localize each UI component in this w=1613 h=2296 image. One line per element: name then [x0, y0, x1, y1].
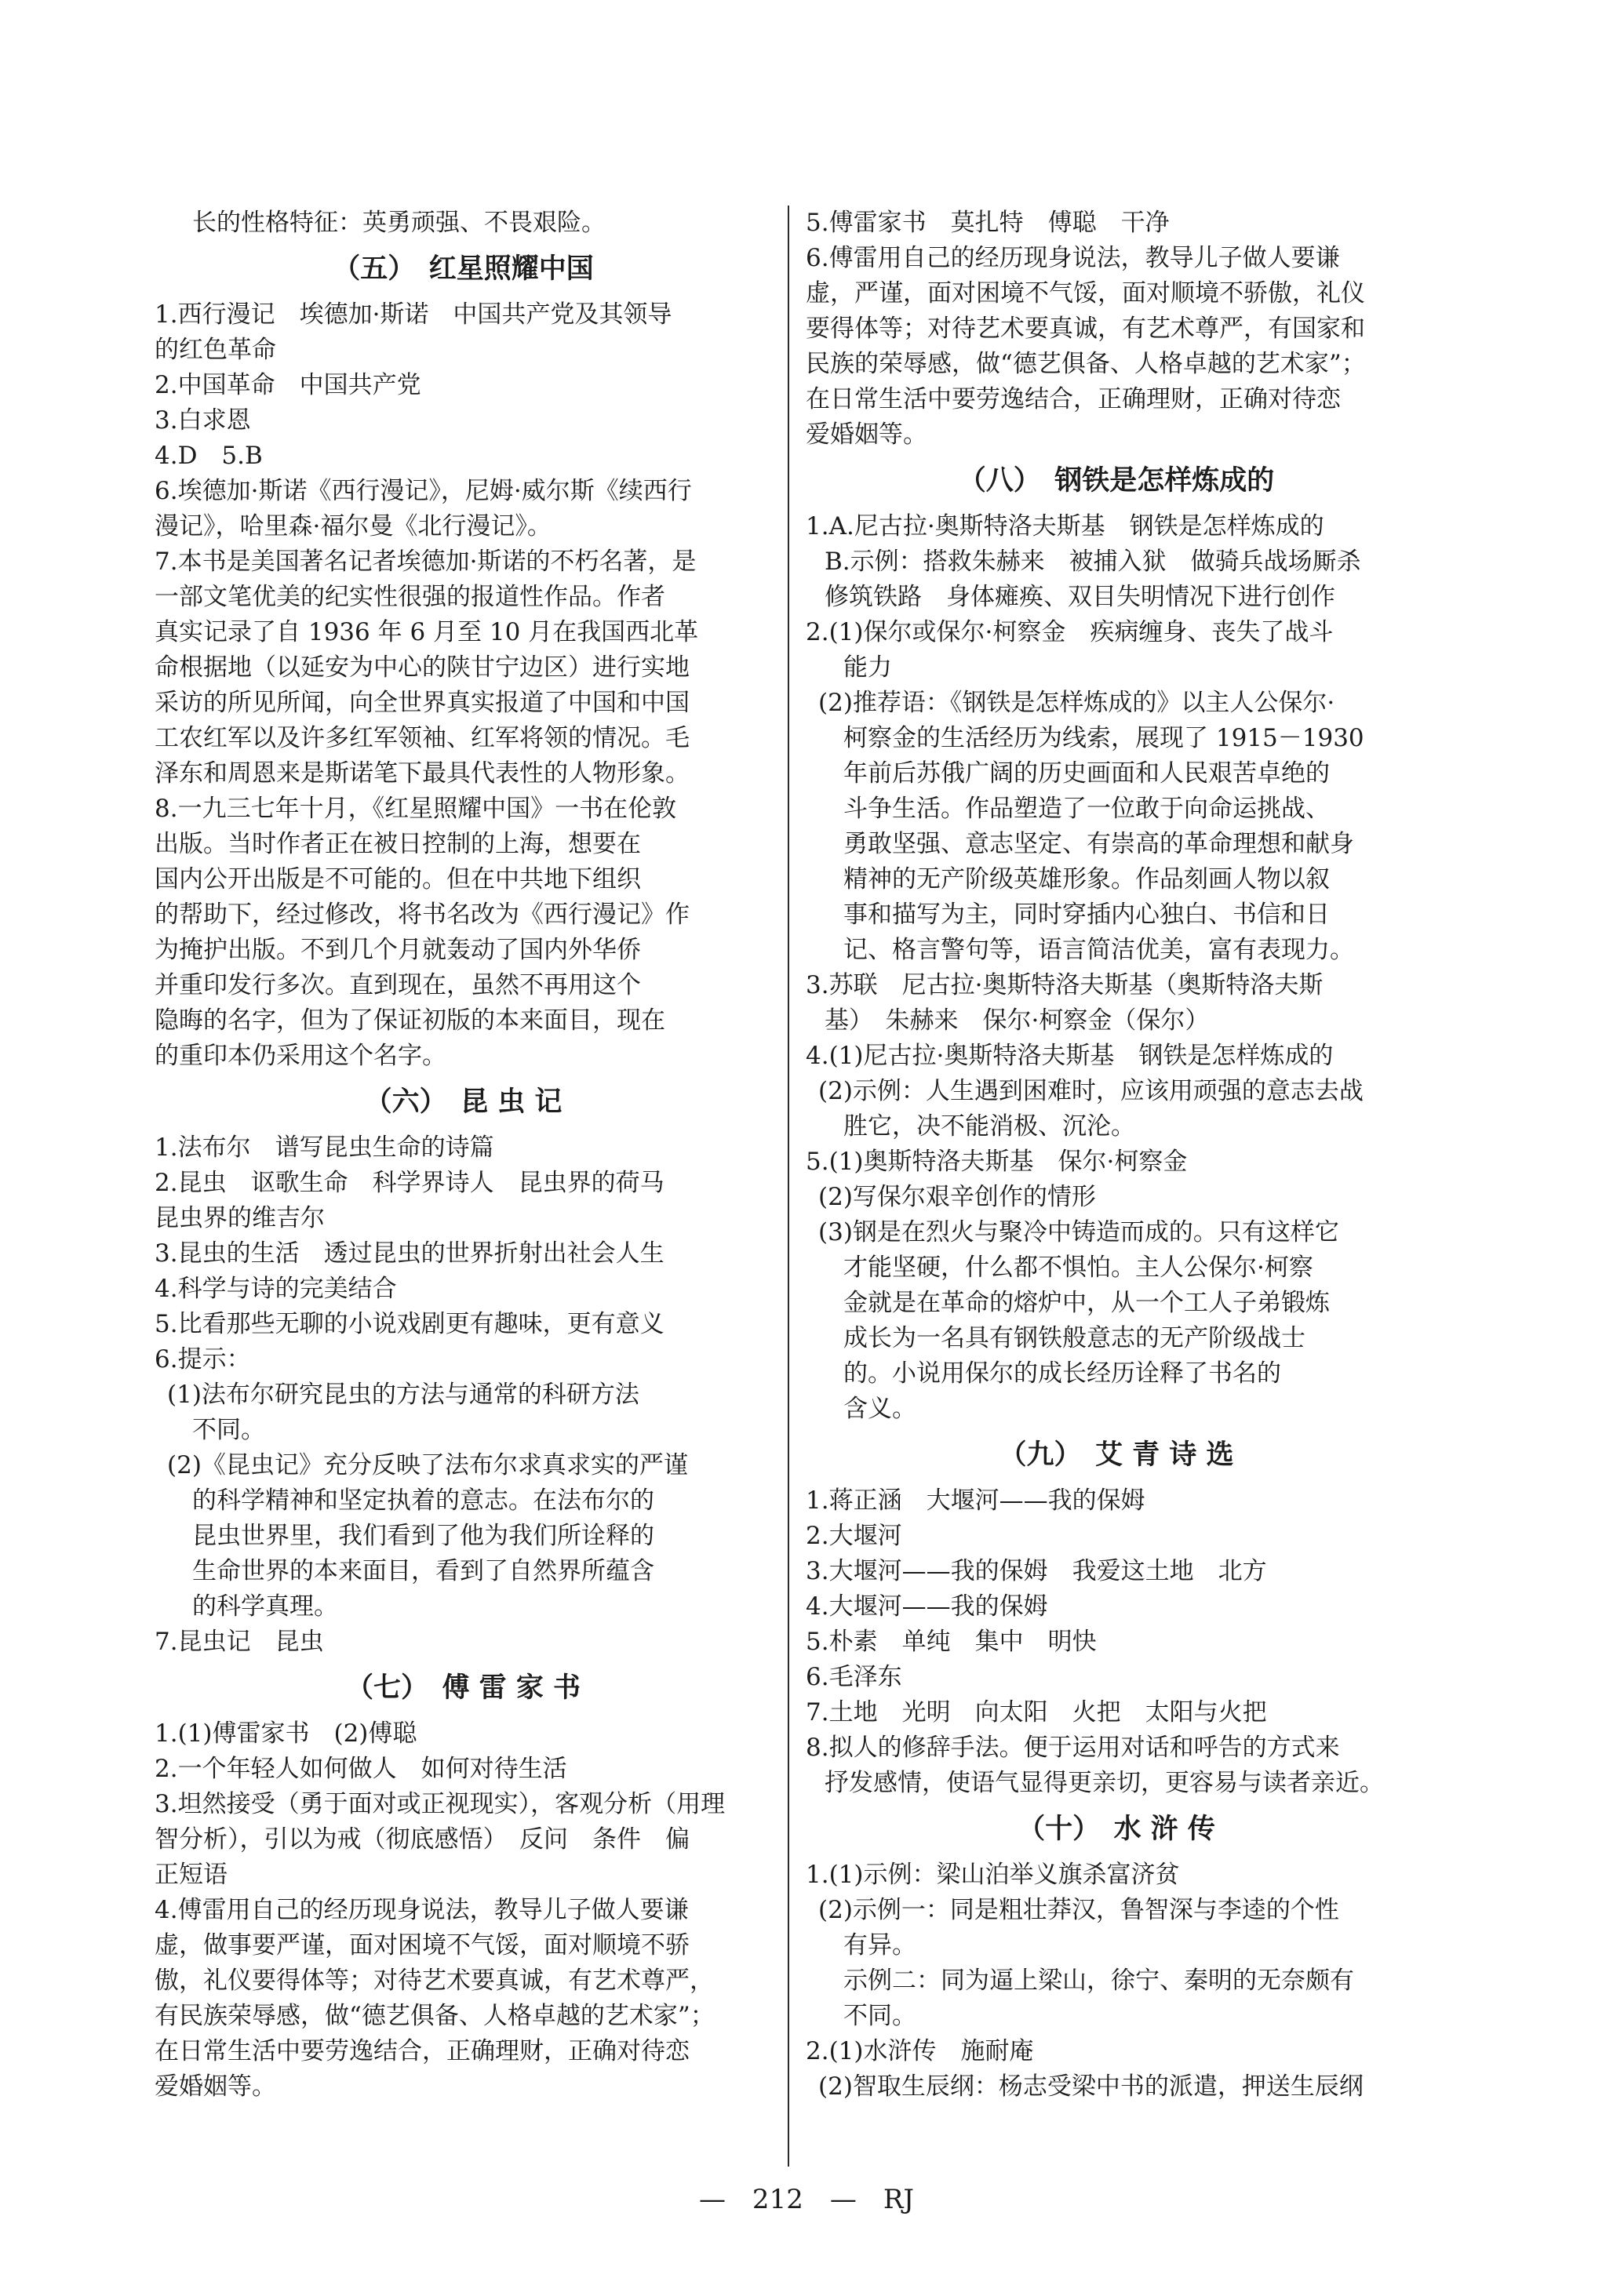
answer-line: (2)写保尔艰辛创作的情形	[818, 1183, 1096, 1211]
left-column	[155, 206, 772, 2105]
section-heading: （六） 昆 虫 记	[364, 1086, 563, 1118]
answer-line: 4.D 5.B	[155, 442, 263, 470]
answer-line: 1.A.尼古拉·奥斯特洛夫斯基 钢铁是怎样炼成的	[806, 512, 1324, 540]
answer-line: 爱婚姻等。	[806, 420, 927, 449]
answer-line: 国内公开出版是不可能的。但在中共地下组织	[155, 865, 641, 893]
answer-line: 1.蒋正涵 大堰河——我的保姆	[806, 1486, 1145, 1515]
answer-line: 并重印发行多次。直到现在，虽然不再用这个	[155, 971, 641, 999]
answer-line: 6.埃德加·斯诺《西行漫记》，尼姆·威尔斯《续西行	[155, 477, 692, 505]
answer-line: (2)《昆虫记》充分反映了法布尔求真求实的严谨	[167, 1451, 688, 1479]
answer-line: 不同。	[843, 2002, 916, 2030]
answer-line: 能力	[843, 653, 892, 682]
answer-line: 泽东和周恩来是斯诺笔下最具代表性的人物形象。	[155, 759, 690, 788]
answer-line: 7.昆虫记 昆虫	[155, 1628, 324, 1656]
answer-line: 爱婚姻等。	[155, 2072, 276, 2101]
section-heading: （十） 水 浒 传	[1018, 1814, 1215, 1845]
answer-line: 抒发感情，使语气显得更亲切，更容易与读者亲近。	[825, 1769, 1384, 1797]
answer-line: (1)法布尔研究昆虫的方法与通常的科研方法	[167, 1381, 639, 1409]
answer-line: 4.傅雷用自己的经历现身说法，教导儿子做人要谦	[155, 1896, 689, 1924]
answer-line: 虚，做事要严谨，面对困境不气馁，面对顺境不骄	[155, 1931, 690, 1959]
answer-line: 8.拟人的修辞手法。便于运用对话和呼告的方式来	[806, 1734, 1340, 1762]
answer-line: 的重印本仍采用这个名字。	[155, 1042, 446, 1070]
answer-line: 长的性格特征：英勇顽强、不畏艰险。	[192, 209, 606, 237]
column-divider	[788, 206, 789, 2167]
answer-line: 5.朴素 单纯 集中 明快	[806, 1628, 1097, 1656]
answer-line: 含义。	[843, 1395, 916, 1423]
answer-line: 虚，严谨，面对困境不气馁，面对顺境不骄傲，礼仪	[806, 279, 1365, 307]
answer-line: 出版。当时作者正在被日控制的上海，想要在	[155, 830, 641, 858]
answer-line: 智分析），引以为戒（彻底感悟） 反问 条件 偏	[155, 1825, 690, 1854]
answer-line: 柯察金的生活经历为线索，展现了 1915－1930	[843, 724, 1364, 752]
answer-line: 胜它，决不能消极、沉沦。	[843, 1112, 1135, 1141]
answer-line: 精神的无产阶级英雄形象。作品刻画人物以叙	[843, 865, 1330, 893]
answer-line: 1.(1)示例：梁山泊举义旗杀富济贫	[806, 1861, 1180, 1889]
answer-line: 一部文笔优美的纪实性很强的报道性作品。作者	[155, 583, 665, 611]
answer-line: 年前后苏俄广阔的历史画面和人民艰苦卓绝的	[843, 759, 1330, 788]
answer-line: 正短语	[155, 1861, 228, 1889]
answer-line: 的科学精神和坚定执着的意志。在法布尔的	[192, 1486, 654, 1515]
answer-line: 的。小说用保尔的成长经历诠释了书名的	[843, 1359, 1281, 1388]
answer-line: 7.土地 光明 向太阳 火把 太阳与火把	[806, 1698, 1267, 1727]
answer-line: 2.中国革命 中国共产党	[155, 371, 421, 399]
answer-line: 修筑铁路 身体瘫痪、双目失明情况下进行创作	[825, 583, 1335, 611]
page-footer: — 212 — RJ	[698, 2184, 915, 2215]
answer-line: 的红色革命	[155, 336, 276, 364]
answer-line: 采访的所见所闻，向全世界真实报道了中国和中国	[155, 689, 690, 717]
answer-line: 勇敢坚强、意志坚定、有崇高的革命理想和献身	[843, 830, 1354, 858]
answer-line: 在日常生活中要劳逸结合，正确理财，正确对待恋	[806, 385, 1341, 413]
answer-line: 6.傅雷用自己的经历现身说法，教导儿子做人要谦	[806, 244, 1340, 272]
answer-line: 金就是在革命的熔炉中，从一个工人子弟锻炼	[843, 1289, 1330, 1317]
answer-line: 4.大堰河——我的保姆	[806, 1592, 1048, 1621]
answer-line: 4.科学与诗的完美结合	[155, 1275, 397, 1303]
answer-line: 2.大堰河	[806, 1522, 902, 1550]
answer-line: (2)示例一：同是粗壮莽汉，鲁智深与李逵的个性	[818, 1896, 1339, 1924]
answer-line: 示例二：同为逼上梁山，徐宁、秦明的无奈颇有	[843, 1967, 1354, 1995]
answer-line: (3)钢是在烈火与聚冷中铸造而成的。只有这样它	[818, 1218, 1339, 1246]
answer-line: 命根据地（以延安为中心的陕甘宁边区）进行实地	[155, 653, 690, 682]
answer-line: 6.提示：	[155, 1345, 251, 1374]
answer-line: 不同。	[192, 1416, 265, 1444]
section-heading: （七） 傅 雷 家 书	[345, 1672, 581, 1704]
answer-line: (2)智取生辰纲：杨志受梁中书的派遣，押送生辰纲	[818, 2072, 1364, 2101]
answer-line: 5.比看那些无聊的小说戏剧更有趣味，更有意义	[155, 1310, 664, 1338]
right-column	[806, 206, 1427, 2105]
answer-line: 基） 朱赫来 保尔·柯察金（保尔）	[825, 1006, 1210, 1035]
answer-line: 生命世界的本来面目，看到了自然界所蕴含	[192, 1557, 654, 1585]
answer-line: 1.法布尔 谱写昆虫生命的诗篇	[155, 1133, 494, 1162]
answer-line: 要得体等；对待艺术要真诚，有艺术尊严，有国家和	[806, 315, 1365, 343]
answer-line: 的帮助下，经过修改，将书名改为《西行漫记》作	[155, 901, 690, 929]
answer-line: 的科学真理。	[192, 1592, 338, 1621]
answer-line: 记、格言警句等，语言简洁优美，富有表现力。	[843, 936, 1354, 964]
answer-line: 民族的荣辱感，做“德艺俱备、人格卓越的艺术家”；	[806, 350, 1366, 378]
answer-line: 隐晦的名字，但为了保证初版的本来面目，现在	[155, 1006, 665, 1035]
answer-line: 7.本书是美国著名记者埃德加·斯诺的不朽名著，是	[155, 548, 697, 576]
answer-line: 4.(1)尼古拉·奥斯特洛夫斯基 钢铁是怎样炼成的	[806, 1042, 1334, 1070]
answer-line: 才能坚硬，什么都不惧怕。主人公保尔·柯察	[843, 1254, 1313, 1282]
answer-line: 真实记录了自 1936 年 6 月至 10 月在我国西北革	[155, 618, 699, 646]
answer-line: 斗争生活。作品塑造了一位敢于向命运挑战、	[843, 795, 1330, 823]
answer-line: 为掩护出版。不到几个月就轰动了国内外华侨	[155, 936, 641, 964]
answer-line: 5.(1)奥斯特洛夫斯基 保尔·柯察金	[806, 1148, 1188, 1176]
answer-line: 有民族荣辱感，做“德艺俱备、人格卓越的艺术家”；	[155, 2002, 715, 2030]
answer-line: 2.昆虫 讴歌生命 科学界诗人 昆虫界的荷马	[155, 1169, 664, 1197]
answer-line: 3.白求恩	[155, 406, 251, 435]
answer-line: (2)推荐语：《钢铁是怎样炼成的》以主人公保尔·	[818, 689, 1335, 717]
answer-line: (2)示例：人生遇到困难时，应该用顽强的意志去战	[818, 1077, 1364, 1105]
answer-line: 6.毛泽东	[806, 1663, 902, 1691]
answer-line: 昆虫世界里，我们看到了他为我们所诠释的	[192, 1522, 654, 1550]
answer-line: 3.坦然接受（勇于面对或正视现实），客观分析（用理	[155, 1790, 726, 1818]
section-heading: （九） 艾 青 诗 选	[999, 1439, 1234, 1471]
answer-line: 2.(1)水浒传 施耐庵	[806, 2037, 1034, 2065]
answer-line: 2.一个年轻人如何做人 如何对待生活	[155, 1755, 567, 1783]
answer-line: 工农红军以及许多红军领袖、红军将领的情况。毛	[155, 724, 690, 752]
answer-line: 傲，礼仪要得体等；对待艺术要真诚，有艺术尊严，	[155, 1967, 714, 1995]
answer-line: 3.苏联 尼古拉·奥斯特洛夫斯基（奥斯特洛夫斯	[806, 971, 1324, 999]
answer-line: 1.(1)傅雷家书 (2)傅聪	[155, 1719, 417, 1748]
answer-line: 3.昆虫的生活 透过昆虫的世界折射出社会人生	[155, 1239, 664, 1268]
answer-line: 漫记》，哈里森·福尔曼《北行漫记》。	[155, 512, 552, 540]
answer-line: 成长为一名具有钢铁般意志的无产阶级战士	[843, 1324, 1305, 1352]
section-heading: （五） 红星照耀中国	[333, 253, 594, 285]
section-heading: （八） 钢铁是怎样炼成的	[958, 465, 1275, 497]
answer-line: 有异。	[843, 1931, 916, 1959]
answer-line: 2.(1)保尔或保尔·柯察金 疾病缠身、丧失了战斗	[806, 618, 1334, 646]
answer-line: 3.大堰河——我的保姆 我爱这土地 北方	[806, 1557, 1267, 1585]
answer-line: 5.傅雷家书 莫扎特 傅聪 干净	[806, 209, 1170, 237]
answer-line: B.示例：搭救朱赫来 被捕入狱 做骑兵战场厮杀	[825, 548, 1361, 576]
answer-line: 事和描写为主，同时穿插内心独白、书信和日	[843, 901, 1330, 929]
answer-line: 在日常生活中要劳逸结合，正确理财，正确对待恋	[155, 2037, 690, 2065]
answer-line: 8.一九三七年十月，《红星照耀中国》一书在伦敦	[155, 795, 677, 823]
answer-line: 1.西行漫记 埃德加·斯诺 中国共产党及其领导	[155, 300, 672, 329]
answer-line: 昆虫界的维吉尔	[155, 1204, 325, 1232]
